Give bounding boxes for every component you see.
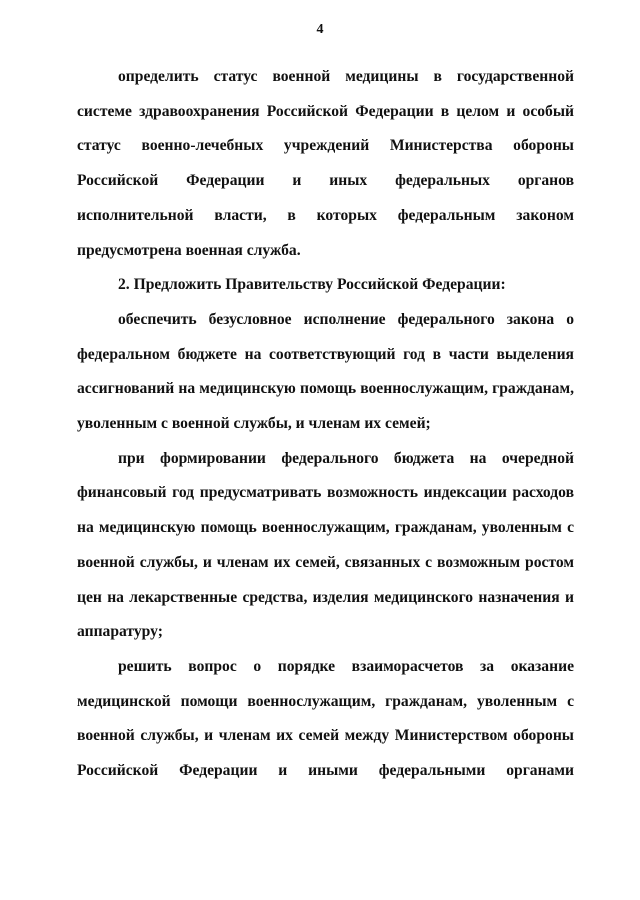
paragraph-budget-execution: обеспечить безусловное исполнение федерального закона о федеральном бюджете на соответствующий год в части выделения ассигнований на медицинскую помощь военнослужащим, гражданам, уволенным с военной службы, и членам их семей; <box>77 310 574 433</box>
body-text <box>77 60 574 789</box>
paragraph-government-proposal: 2. Предложить Правительству Российской Федерации: <box>118 276 506 294</box>
paragraph-mutual-settlements: решить вопрос о порядке взаиморасчетов за оказание медицинской помощи военнослужащим, гражданам, уволенным с военной службы, и членам их семей между Министерством обороны Российской Федерации и иными федеральными органами <box>77 657 574 780</box>
paragraph-status-definition: определить статус военной медицины в государственной системе здравоохранения Российской Федерации в целом и особый статус военно-лечебных учреждений Министерства обороны Российской Федерации и иных федеральных органов исполнительной власти, в которых федеральным законом предусмотрена военная служба. <box>77 68 574 259</box>
page-number: 4 <box>316 22 324 37</box>
paragraph-expense-indexation: при формировании федерального бюджета на очередной финансовый год предусматривать возможность индексации расходов на медицинскую помощь военнослужащим, гражданам, уволенным с военной службы, и членам их семей, связанных с возможным ростом цен на лекарственные средства, изделия медицинского назначения и аппаратуру; <box>77 449 574 641</box>
